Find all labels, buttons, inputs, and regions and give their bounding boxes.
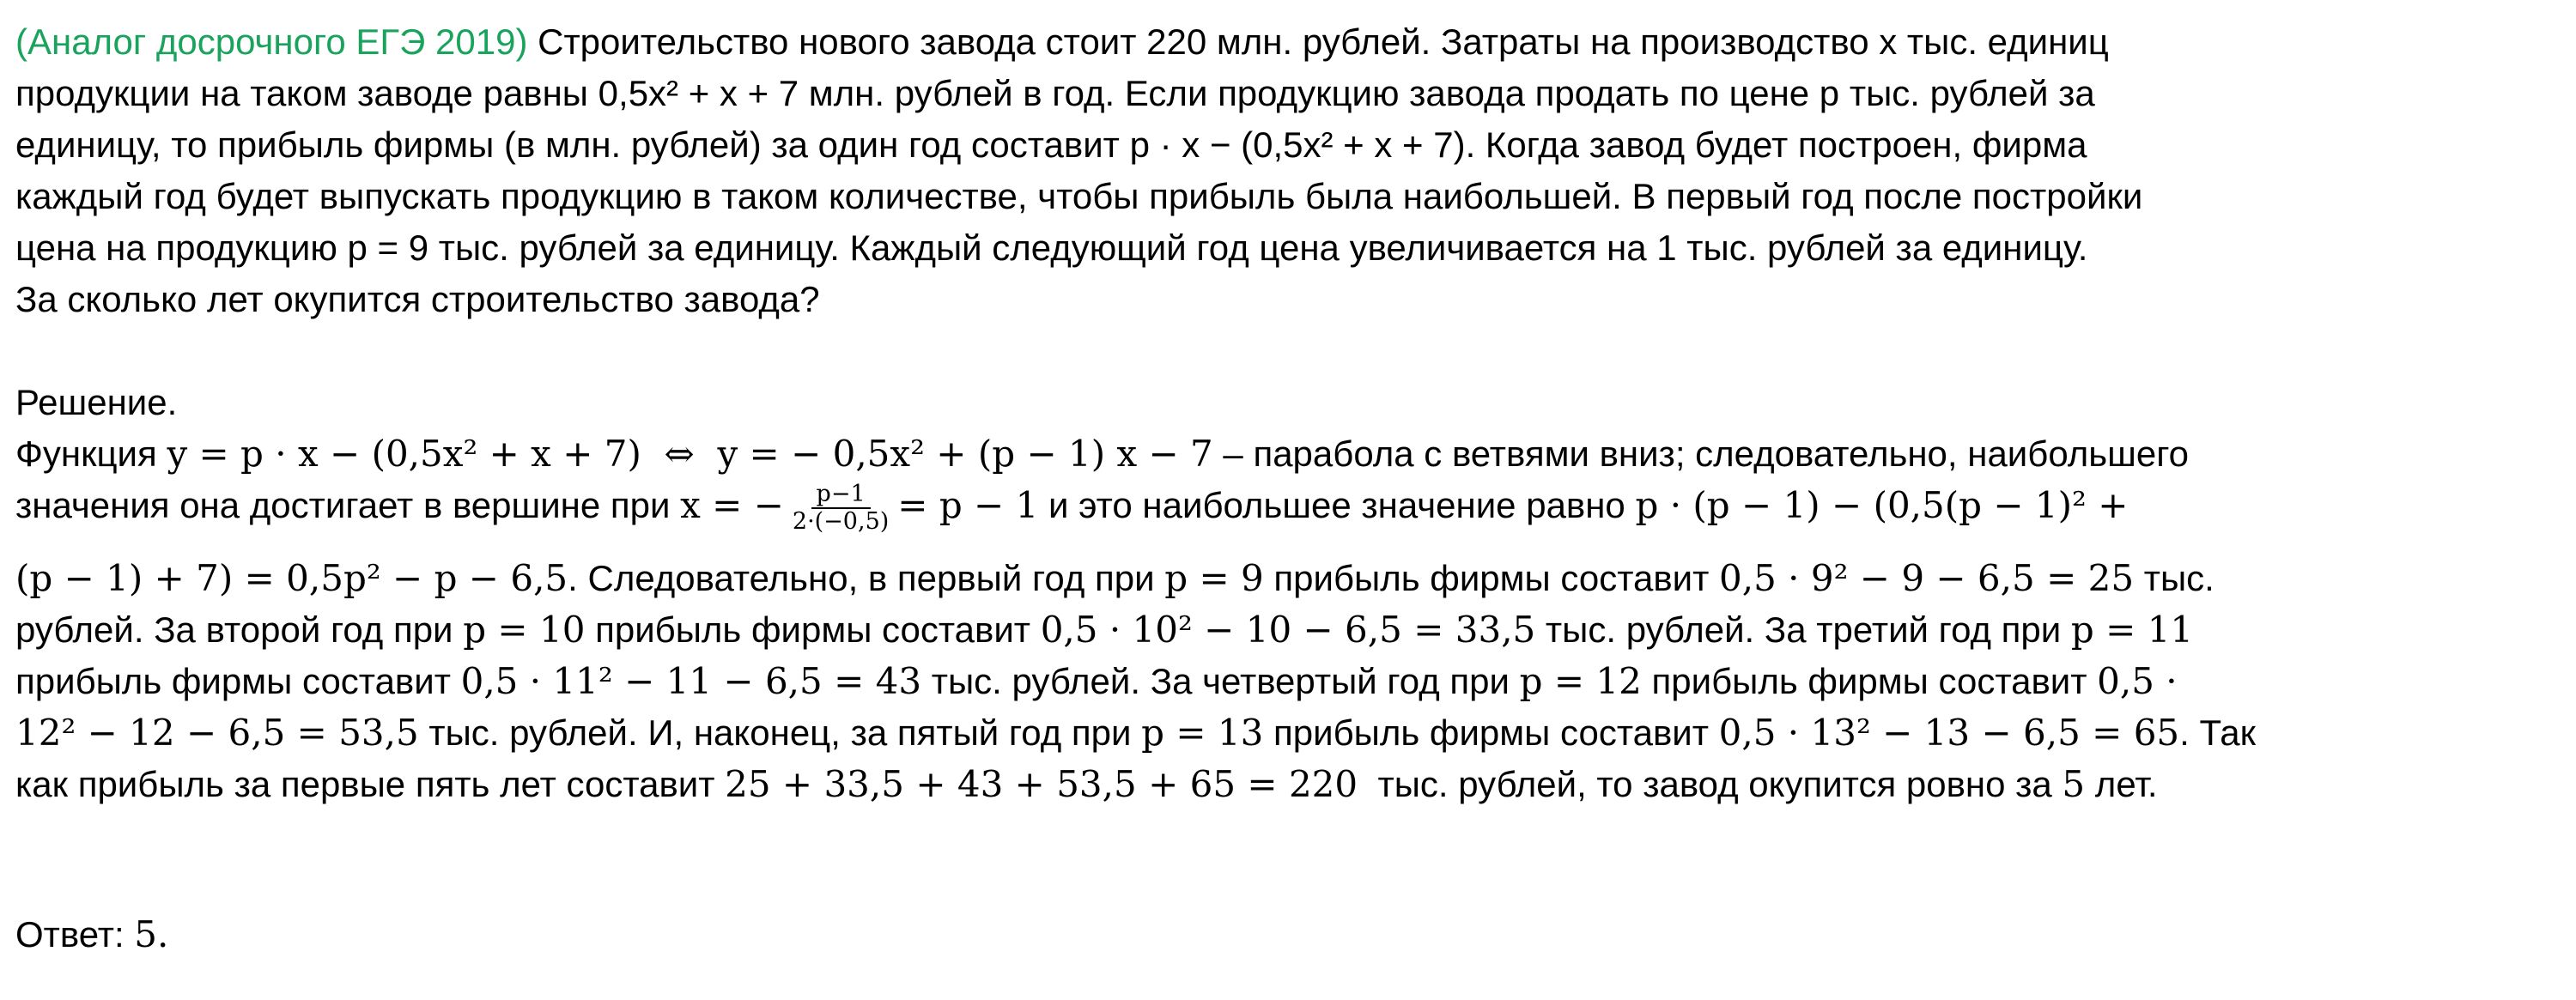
answer-label: Ответ:: [15, 914, 135, 955]
problem-line-4: [15, 172, 2142, 221]
profit-year-1: 0,5 · 9² − 9 − 6,5 = 25: [1719, 557, 2135, 599]
solution-text: тыс. рублей. За третий год при: [1535, 609, 2071, 650]
problem-line-1: [15, 17, 2109, 67]
solution-text: прибыль фирмы составит: [15, 661, 461, 701]
solution-text: прибыль фирмы составит: [1263, 558, 1720, 598]
profit-year-3: 0,5 · 11² − 11 − 6,5 = 43: [460, 660, 922, 702]
price-year-2: p = 10: [463, 609, 586, 651]
solution-text: прибыль фирмы составит: [1641, 661, 2098, 701]
solution-line-5: [15, 657, 2178, 706]
solution-text: тыс. рублей. И, наконец, за пятый год при: [418, 712, 1142, 753]
solution-heading: [15, 378, 177, 427]
solution-text: тыс. рублей. За четвертый год при: [921, 661, 1520, 701]
vertex-formula-left: x = −: [680, 484, 784, 526]
solution-text: . Так: [2179, 712, 2256, 753]
solution-text: как прибыль за первые пять лет составит: [15, 764, 726, 804]
solution-text: . Следовательно, в первый год при: [568, 558, 1165, 598]
solution-text: прибыль фирмы составит: [585, 609, 1041, 650]
problem-line-5: [15, 223, 2087, 273]
vertex-fraction: [787, 482, 894, 535]
problem-text: единицу, то прибыль фирмы (в млн. рублей) за один год составит p · x − (0,5x² + x + 7). Когда завод будет построен, фирма: [15, 124, 2087, 165]
function-equation: y = p · x − (0,5x² + x + 7) ⇔ y = − 0,5x² + (p − 1) x − 7: [167, 433, 1213, 475]
solution-text: – парабола с ветвями вниз; следовательно, наибольшего: [1212, 433, 2189, 474]
price-year-3: p = 11: [2070, 609, 2194, 651]
problem-line-6: [15, 275, 820, 324]
answer-value: 5.: [134, 913, 169, 955]
profit-year-4: 12² − 12 − 6,5 = 53,5: [15, 712, 419, 754]
max-value-formula: p · (p − 1) − (0,5(p − 1)² +: [1635, 484, 2129, 526]
solution-text: тыс.: [2134, 558, 2215, 598]
problem-line-2: [15, 69, 2095, 118]
fraction-numerator: p−1: [811, 482, 871, 509]
solution-line-2: [15, 481, 2128, 535]
solution-heading-text: Решение.: [15, 382, 178, 422]
payback-years: 5: [2062, 763, 2086, 805]
problem-text: Строительство нового завода стоит 220 млн. рублей. Затраты на производство x тыс. единиц: [538, 21, 2109, 62]
problem-text: каждый год будет выпускать продукцию в таком количестве, чтобы прибыль была наибольшей. В первый год после постройки: [15, 176, 2143, 216]
solution-text: рублей. За второй год при: [15, 609, 464, 650]
solution-line-3: [15, 554, 2215, 603]
solution-line-1: [15, 429, 2189, 479]
solution-text: и это наибольшее значение равно: [1038, 485, 1636, 525]
problem-line-3: [15, 120, 2087, 170]
solution-line-7: [15, 760, 2158, 809]
solution-text: лет.: [2085, 764, 2158, 804]
problem-text: цена на продукцию p = 9 тыс. рублей за единицу. Каждый следующий год цена увеличивается на 1 тыс. рублей за единицу.: [15, 227, 2088, 268]
vertex-formula-right: = p − 1: [897, 484, 1039, 526]
answer: [15, 910, 168, 960]
price-year-1: p = 9: [1164, 557, 1264, 599]
fraction-denominator: 2·(−0,5): [792, 507, 890, 535]
solution-text: значения она достигает в вершине при: [15, 485, 681, 525]
max-value-formula-cont: (p − 1) + 7) = 0,5p² − p − 6,5: [15, 557, 568, 599]
solution-line-4: [15, 605, 2193, 655]
price-year-5: p = 13: [1141, 712, 1264, 754]
solution-text: тыс. рублей, то завод окупится ровно за: [1358, 764, 2063, 804]
problem-text: За сколько лет окупится строительство завода?: [15, 279, 820, 319]
profit-year-4-start: 0,5 ·: [2097, 660, 2178, 702]
price-year-4: p = 12: [1519, 660, 1642, 702]
profit-year-2: 0,5 · 10² − 10 − 6,5 = 33,5: [1040, 609, 1536, 651]
solution-text: прибыль фирмы составит: [1263, 712, 1719, 753]
solution-line-6: [15, 708, 2256, 758]
problem-text: продукции на таком заводе равны 0,5x² + x + 7 млн. рублей в год. Если продукцию завода продать по цене p тыс. рублей за: [15, 73, 2095, 113]
source-label: (Аналог досрочного ЕГЭ 2019): [15, 21, 528, 62]
solution-text: Функция: [15, 433, 167, 474]
total-profit-sum: 25 + 33,5 + 43 + 53,5 + 65 = 220: [725, 763, 1358, 805]
profit-year-5: 0,5 · 13² − 13 − 6,5 = 65: [1718, 712, 2180, 754]
